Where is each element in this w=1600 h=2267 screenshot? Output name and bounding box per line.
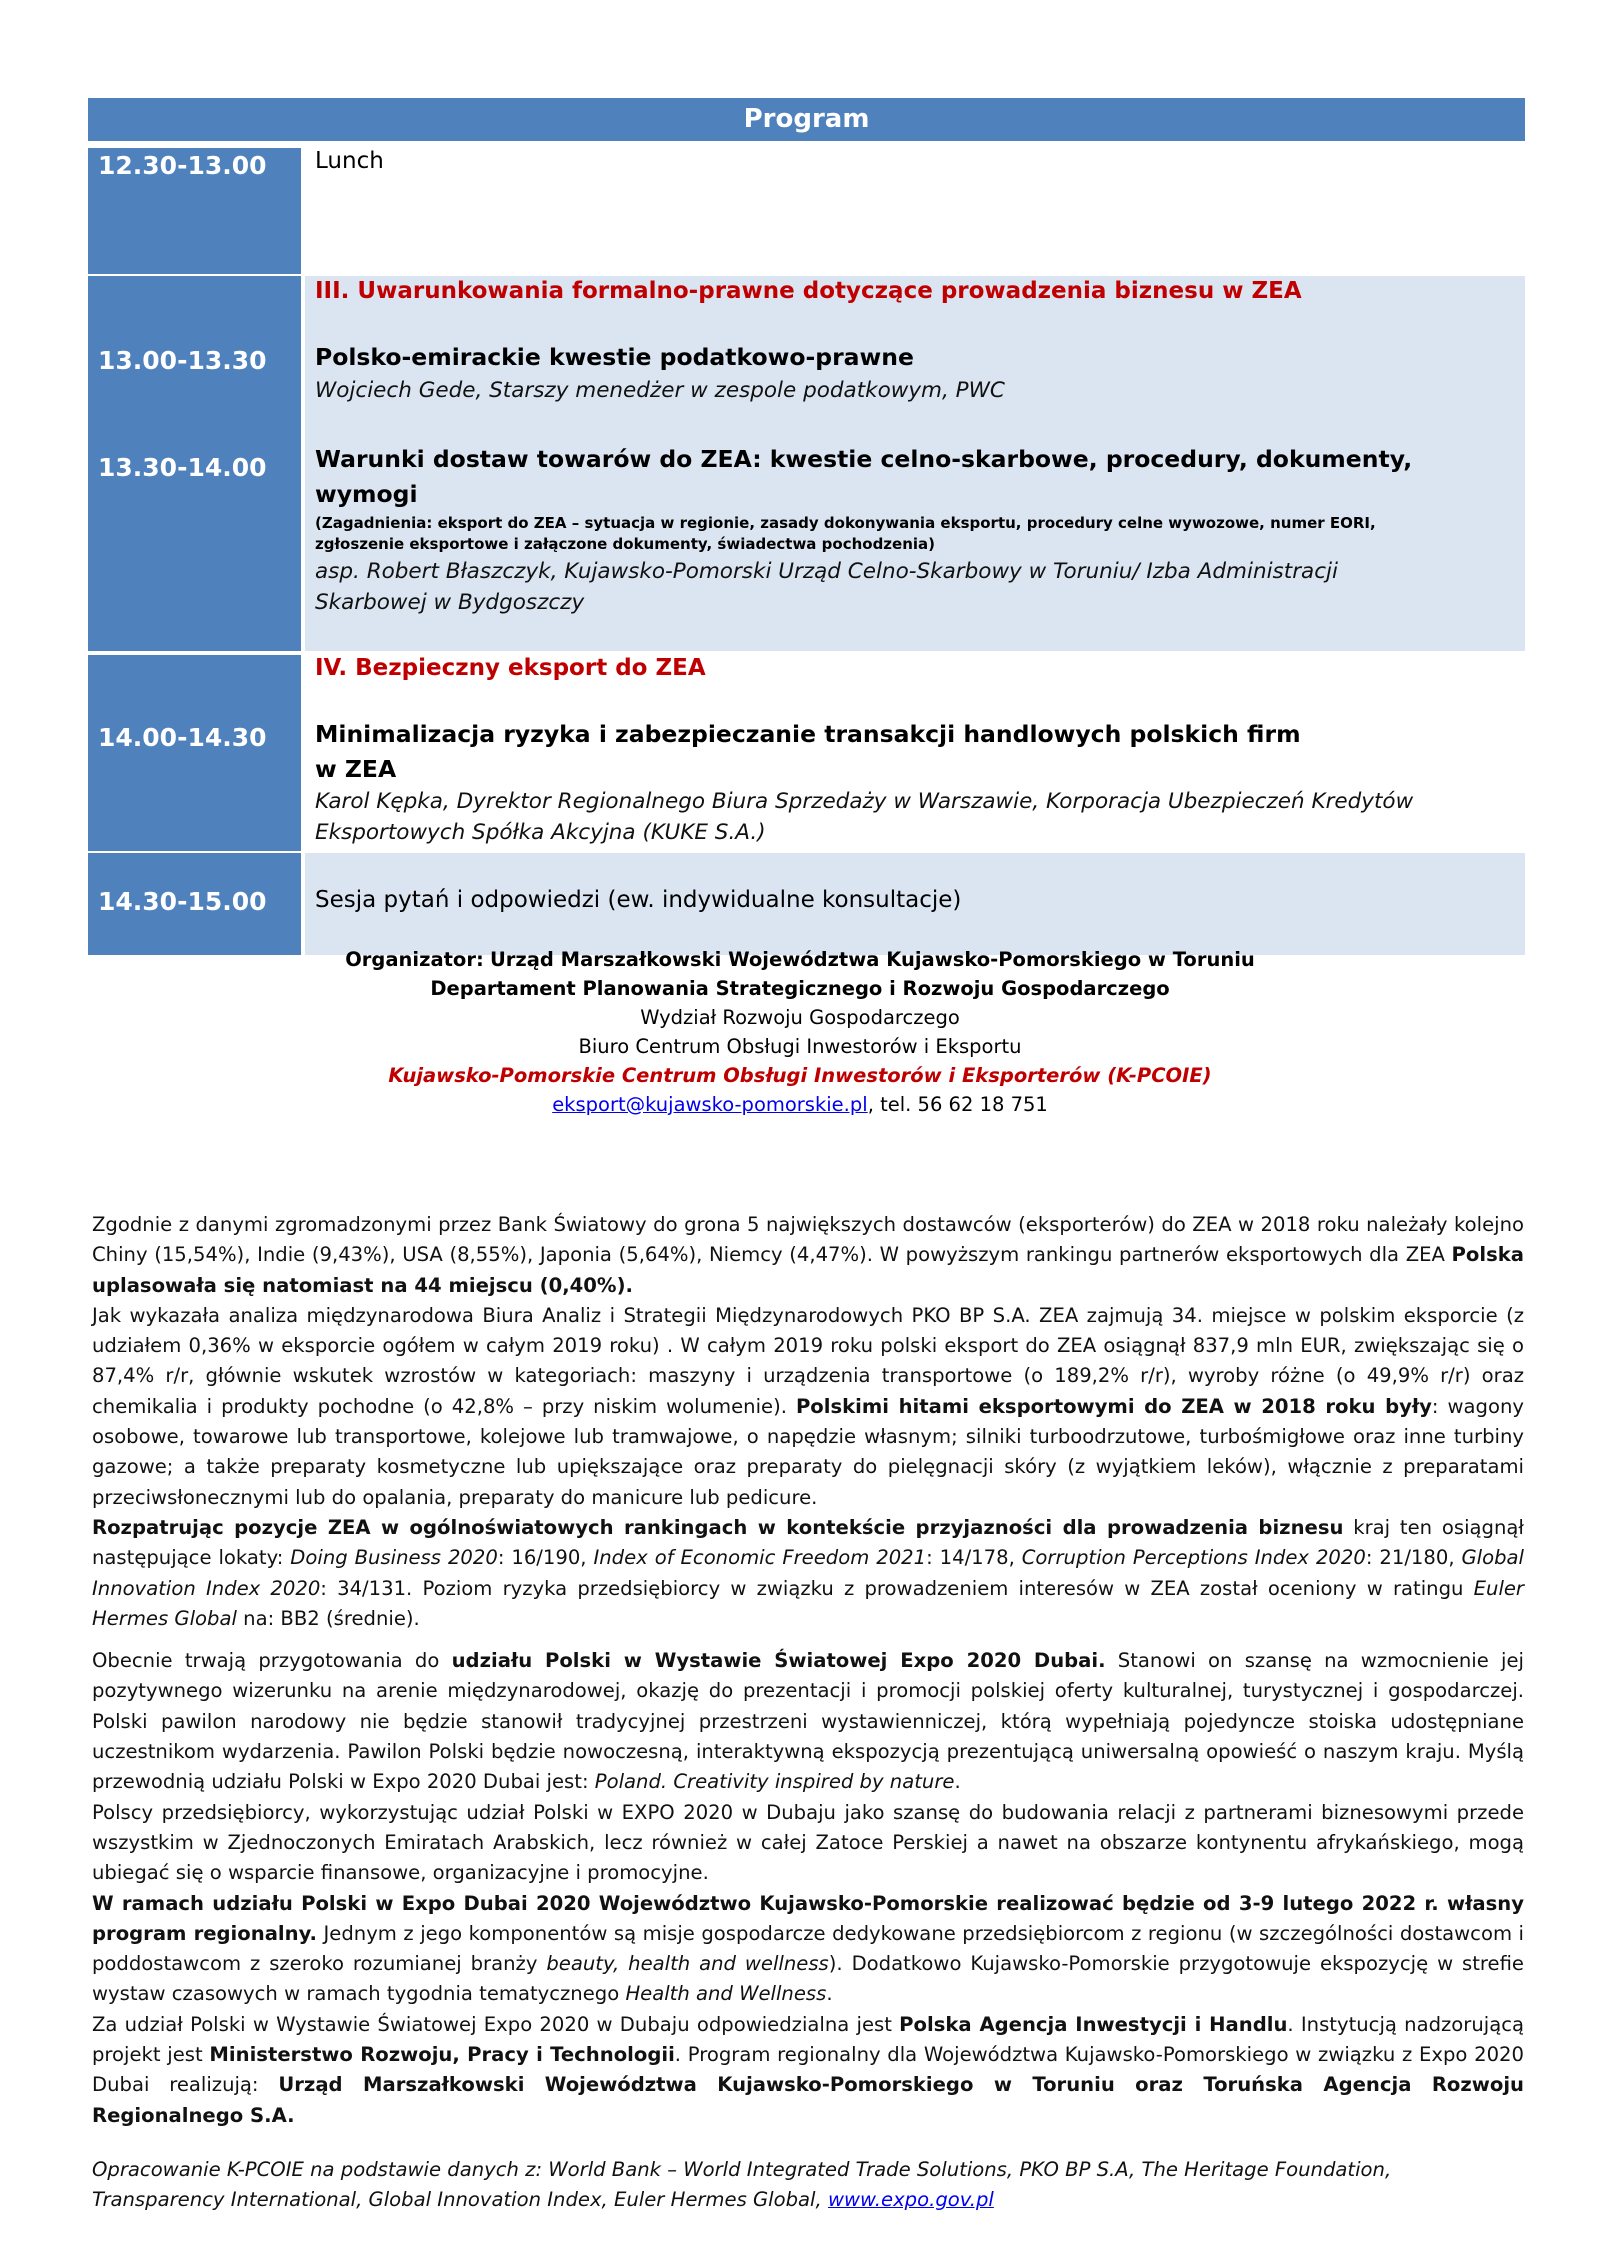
organizer-office: Biuro Centrum Obsługi Inwestorów i Eksportu (578, 1035, 1022, 1058)
organizer-department: Departament Planowania Strategicznego i Rozwoju Gospodarczego (430, 977, 1170, 1000)
organizer-contact (0, 1090, 1600, 1119)
time-label: 13.00-13.30 (98, 346, 267, 375)
time-label: 14.30-15.00 (98, 887, 267, 916)
time-cell (88, 276, 301, 651)
paragraph: Polscy przedsiębiorcy, wykorzystując udział Polski w EXPO 2020 w Dubaju jako szansę do budowania relacji z partnerami biznesowymi przede wszystkim w Zjednoczonych Emiratach Arabskich, lecz również w całej Zatoce Perskiej a nawet na obszarze kontynentu afrykańskiego, mogą ubiegać się o wsparcie finansowe, organizacyjne i promocyjne. (92, 1800, 1524, 1885)
program-row-section-iii (88, 276, 1525, 651)
talk-speaker: asp. Robert Błaszczyk, Kujawsko-Pomorski Urząd Celno-Skarbowy w Toruniu/ Izba Administracji (315, 559, 1338, 584)
organizer-label: Organizator: (345, 948, 484, 971)
talk-title-cont: w ZEA (315, 755, 397, 783)
organizer-division: Wydział Rozwoju Gospodarczego (640, 1006, 960, 1029)
talk-title: Warunki dostaw towarów do ZEA: kwestie celno-skarbowe, procedury, dokumenty, (315, 445, 1413, 473)
talk-speaker-cont: Eksportowych Spółka Akcyjna (KUKE S.A.) (315, 820, 766, 845)
time-label: 12.30-13.00 (98, 151, 267, 180)
program-content-cell (305, 655, 1525, 851)
program-row-qa (88, 853, 1525, 955)
program-content-cell (305, 853, 1525, 955)
organizer-name: Urząd Marszałkowski Województwa Kujawsko-Pomorskiego w Toruniu (489, 948, 1255, 971)
time-cell (88, 655, 301, 851)
talk-speaker: Wojciech Gede, Starszy menedżer w zespole podatkowym, PWC (315, 378, 1005, 403)
paragraph: W ramach udziału Polski w Expo Dubai 2020 Województwo Kujawsko-Pomorskie realizować będzie od 3-9 lutego 2022 r. własny program regionalny. Jednym z jego komponentów są misje gospodarcze dedykowane przedsiębiorcom z regionu (w szczególności dostawcom i poddostawcom z szeroko rozumianej branży beauty, health and wellness). Dodatkowo Kujawsko-Pomorskie przygotowuje ekspozycję w strefie wystaw czasowych w ramach tygodnia tematycznego Health and Wellness. (92, 1891, 1524, 2006)
paragraph: Rozpatrując pozycje ZEA w ogólnoświatowych rankingach w kontekście przyjazności dla prowadzenia biznesu kraj ten osiągnął następujące lokaty: Doing Business 2020: 16/190, Index of Economic Freedom 2021: 14/178, Corruption Perceptions Index 2020: 21/180, Global Innovation Index 2020: 34/131. Poziom ryzyka przedsiębiorcy w związku z prowadzeniem interesów w ZEA został oceniony w ratingu Euler Hermes Global na: BB2 (średnie). (92, 1515, 1525, 1630)
section-title: III. Uwarunkowania formalno-prawne dotyczące prowadzenia biznesu w ZEA (315, 278, 1302, 304)
time-cell (88, 853, 301, 955)
program-row-lunch (88, 148, 1525, 274)
organizer-line (0, 945, 1600, 974)
paragraph: Obecnie trwają przygotowania do udziału Polski w Wystawie Światowej Expo 2020 Dubai. Stanowi on szansę na wzmocnienie jej pozytywnego wizerunku na arenie międzynarodowej, okazję do prezentacji i promocji polskiej oferty kulturalnej, turystycznej i gospodarczej. Polski pawilon narodowy nie będzie stanowił tradycyjnej przestrzeni wystawienniczej, którą wypełniają pojedyncze stoiska udostępniane uczestnikom wydarzenia. Pawilon Polski będzie nowoczesną, interaktywną ekspozycją prezentującą uniwersalną opowieść o naszym kraju. Myślą przewodnią udziału Polski w Expo 2020 Dubai jest: Poland. Creativity inspired by nature. (92, 1649, 1524, 1794)
program-content-cell (305, 276, 1525, 651)
talk-title: Minimalizacja ryzyka i zabezpieczanie transakcji handlowych polskich firm (315, 720, 1301, 748)
talk-note: (Zagadnienia: eksport do ZEA – sytuacja w regionie, zasady dokonywania eksportu, procedury celne wywozowe, numer EORI, (315, 514, 1376, 532)
section-title: IV. Bezpieczny eksport do ZEA (315, 655, 706, 681)
talk-title: Polsko-emirackie kwestie podatkowo-prawne (315, 343, 914, 371)
time-cell (88, 148, 301, 274)
phone-text: , tel. 56 62 18 751 (867, 1093, 1048, 1116)
organizer-block (0, 945, 1600, 1119)
paragraph: Jak wykazała analiza międzynarodowa Biura Analiz i Strategii Międzynarodowych PKO BP S.A. ZEA zajmują 34. miejsce w polskim eksporcie (z udziałem 0,36% w eksporcie ogółem w całym 2019 roku) . W całym 2019 roku polski eksport do ZEA osiągnął 837,9 mln EUR, zwiększając się o 87,4% r/r, głównie wskutek wzrostów w kategoriach: maszyny i urządzenia transportowe (o 189,2% r/r), wyroby różne (o 49,9% r/r) oraz chemikalia i produkty pochodne (o 42,8% – przy niskim wolumenie). Polskimi hitami eksportowymi do ZEA w 2018 roku były: wagony osobowe, towarowe lub transportowe, kolejowe lub tramwajowe, o napędzie własnym; silniki turboodrzutowe, turbośmigłowe oraz inne turbiny gazowe; a także preparaty kosmetyczne lub upiększające oraz preparaty do pielęgnacji skóry (z wyjątkiem leków), włącznie z preparatami przeciwsłonecznymi lub do opalania, preparaty do manicure lub pedicure. (92, 1303, 1524, 1509)
talk-speaker: Karol Kępka, Dyrektor Regionalnego Biura Sprzedaży w Warszawie, Korporacja Ubezpieczeń Kredytów (315, 789, 1414, 814)
talk-title-cont: wymogi (315, 480, 418, 508)
program-header: Program (88, 98, 1525, 141)
footnote-line: Opracowanie K-PCOIE na podstawie danych z: World Bank – World Integrated Trade Solutions, PKO BP S.A, The Heritage Foundation, (92, 2158, 1392, 2181)
email-link[interactable]: eksport@kujawsko-pomorskie.pl (552, 1093, 868, 1116)
paragraph: Zgodnie z danymi zgromadzonymi przez Bank Światowy do grona 5 największych dostawców (eksporterów) do ZEA w 2018 roku należały kolejno Chiny (15,54%), Indie (9,43%), USA (8,55%), Japonia (5,64%), Niemcy (4,47%). W powyższym rankingu partnerów eksportowych dla ZEA Polska uplasowała się natomiast na 44 miejscu (0,40%). (92, 1213, 1524, 1297)
session-item: Lunch (315, 148, 384, 174)
session-item: Sesja pytań i odpowiedzi (ew. indywidualne konsultacje) (315, 887, 962, 913)
program-content-cell (305, 148, 1525, 274)
talk-note-cont: zgłoszenie eksportowe i załączone dokumenty, świadectwa pochodzenia) (315, 535, 936, 553)
time-label: 13.30-14.00 (98, 453, 267, 482)
source-footnote (92, 2155, 1524, 2215)
organizer-center: Kujawsko-Pomorskie Centrum Obsługi Inwestorów i Eksporterów (K-PCOIE) (388, 1064, 1212, 1087)
talk-speaker-cont: Skarbowej w Bydgoszczy (315, 590, 585, 615)
paragraph: Za udział Polski w Wystawie Światowej Expo 2020 w Dubaju odpowiedzialna jest Polska Agencja Inwestycji i Handlu. Instytucją nadzorującą projekt jest Ministerstwo Rozwoju, Pracy i Technologii. Program regionalny dla Województwa Kujawsko-Pomorskiego w związku z Expo 2020 Dubai realizują: Urząd Marszałkowski Województwa Kujawsko-Pomorskiego w Toruniu oraz Toruńska Agencja Rozwoju Regionalnego S.A. (92, 2012, 1524, 2127)
program-table (88, 98, 1525, 955)
footnote-line: Transparency International, Global Innovation Index, Euler Hermes Global, www.expo.gov.pl (92, 2188, 994, 2211)
article-body (92, 1210, 1524, 2131)
expo-link[interactable]: www.expo.gov.pl (827, 2188, 994, 2211)
program-row-section-iv (88, 655, 1525, 851)
time-label: 14.00-14.30 (98, 723, 267, 752)
